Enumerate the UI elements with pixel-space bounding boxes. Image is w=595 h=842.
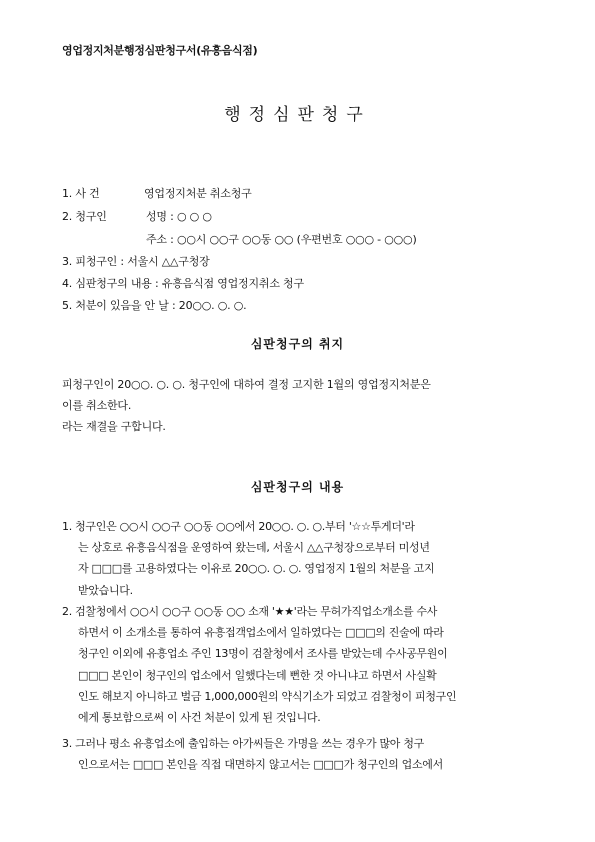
claim-content-row: 4. 심판청구의 내용 : 유흥음식점 영업정지취소 청구: [62, 277, 304, 290]
purpose-line: 라는 재결을 구합니다.: [62, 420, 166, 433]
details-item-1: [62, 516, 532, 601]
item-line: 2. 검찰청에서 ○○시 ○○구 ○○동 ○○ 소재 '★★'라는 무허가직업소개소를 수사: [62, 605, 438, 618]
item-line: 받았습니다.: [78, 583, 133, 597]
date-known-row: 5. 처분이 있음을 안 날 : 20○○. ○. ○.: [62, 299, 247, 312]
details-item-2: [62, 601, 532, 728]
item-line: 자 □□□를 고용하였다는 이유로 20○○. ○. ○. 영업정지 1월의 처분을 고지: [78, 562, 435, 576]
case-label: 1. 사 건: [62, 187, 100, 200]
document-title: 행정심판청구: [224, 105, 371, 125]
claimant-row: [62, 208, 212, 224]
purpose-paragraph: [62, 374, 532, 437]
purpose-line: 이를 취소한다.: [62, 399, 132, 412]
case-value: 영업정지처분 취소청구: [144, 187, 252, 200]
claimant-address: 주소 : ○○시 ○○구 ○○동 ○○ (우편번호 ○○○ - ○○○): [146, 233, 417, 246]
item-line: 3. 그러나 평소 유흥업소에 출입하는 아가씨들은 가명을 쓰는 경우가 많아 청구: [62, 737, 424, 750]
details-heading: 심판청구의 내용: [250, 480, 345, 494]
respondent-row: 3. 피청구인 : 서울시 △△구청장: [62, 255, 210, 268]
purpose-heading: 심판청구의 취지: [250, 337, 345, 351]
claimant-name: 성명 : ○ ○ ○: [146, 210, 212, 223]
item-line: 에게 통보함으로써 이 사건 처분이 있게 된 것입니다.: [78, 710, 321, 724]
item-line: 청구인 이외에 유흥업소 주인 13명이 검찰청에서 조사를 받았는데 수사공무원이: [78, 647, 448, 661]
document-type-label: 영업정지처분행정심판청구서(유흥음식점): [62, 44, 258, 57]
item-line: 하면서 이 소개소를 통하여 유흥접객업소에서 일하였다는 □□□의 진술에 따라: [78, 626, 444, 640]
item-line: 인으로서는 □□□ 본인을 직접 대면하지 않고서는 □□□가 청구인의 업소에서: [78, 758, 443, 772]
item-line: □□□ 본인이 청구인의 업소에서 일했다는데 뻔한 것 아니냐고 하면서 사실확: [78, 668, 437, 682]
item-line: 1. 청구인은 ○○시 ○○구 ○○동 ○○에서 20○○. ○. ○.부터 '☆☆투게더'라: [62, 520, 415, 533]
details-item-3: [62, 733, 532, 775]
claimant-label: 2. 청구인: [62, 210, 107, 223]
case-row: [62, 185, 252, 201]
item-line: 인도 해보지 아니하고 벌금 1,000,000원의 약식기소가 되었고 검찰청이 피청구인: [78, 689, 457, 703]
item-line: 는 상호로 유흥음식점을 운영하여 왔는데, 서울시 △△구청장으로부터 미성년: [78, 541, 430, 555]
purpose-line: 피청구인이 20○○. ○. ○. 청구인에 대하여 결정 고지한 1월의 영업정지처분은: [62, 378, 431, 391]
